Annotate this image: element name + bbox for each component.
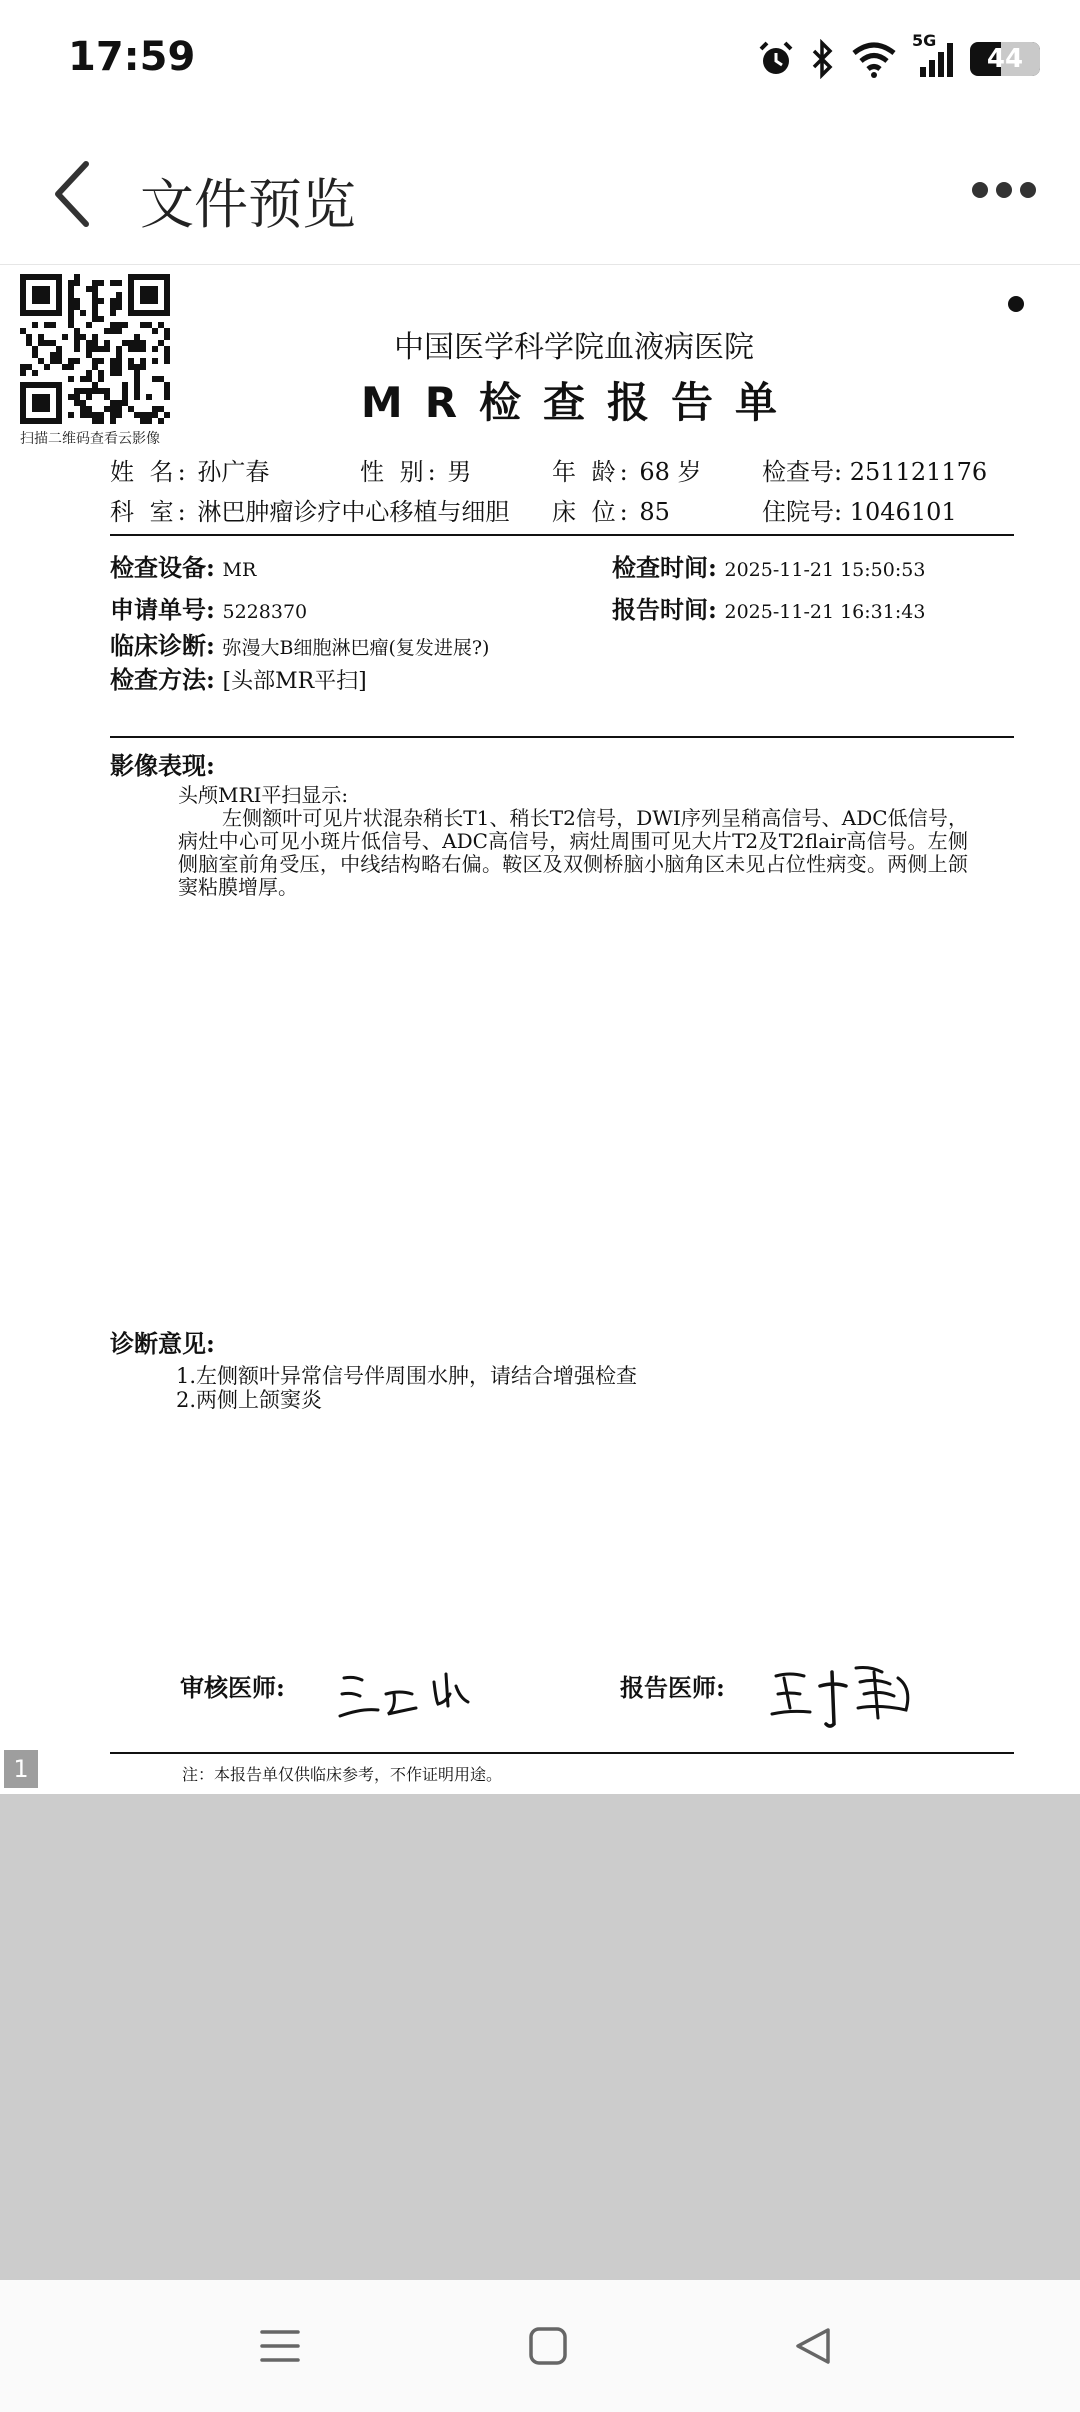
clinical-field bbox=[110, 626, 489, 661]
label: 住院号: bbox=[762, 498, 843, 526]
status-bar bbox=[0, 0, 1080, 120]
report-time-field bbox=[612, 590, 925, 625]
exam-time: 2025-11-21 15:50:53 bbox=[724, 559, 926, 581]
label: 检查设备: bbox=[110, 553, 215, 582]
report-time: 2025-11-21 16:31:43 bbox=[724, 601, 926, 623]
diagnosis-item: 1.左侧额叶异常信号伴周围水肿，请结合增强检查 bbox=[176, 1364, 638, 1388]
patient-name: 孙广春 bbox=[197, 458, 270, 486]
label: 检查号: bbox=[762, 458, 843, 486]
hospital-name: 中国医学科学院血液病医院 bbox=[394, 330, 754, 365]
label: 性 别: bbox=[360, 458, 440, 486]
exam-no: 251121176 bbox=[849, 458, 988, 486]
reporter-label: 报告医师: bbox=[620, 1673, 725, 1702]
back-icon[interactable] bbox=[40, 156, 110, 232]
bed-field bbox=[552, 492, 670, 527]
method-field bbox=[110, 660, 367, 695]
menu-icon[interactable] bbox=[250, 2316, 310, 2376]
label: 检查方法: bbox=[110, 665, 215, 694]
viewer-background bbox=[0, 1794, 1080, 2280]
reporter-signature bbox=[770, 1658, 920, 1732]
clinical-diagnosis: 弥漫大B细胞淋巴瘤(复发进展?) bbox=[222, 637, 490, 659]
request-no: 5228370 bbox=[222, 601, 308, 623]
bed: 85 bbox=[639, 498, 670, 526]
qr-caption: 扫描二维码查看云影像 bbox=[20, 431, 160, 447]
divider bbox=[110, 534, 1014, 536]
exam-time-field bbox=[612, 548, 925, 583]
status-time: 17:59 bbox=[68, 34, 196, 80]
system-nav-bar bbox=[0, 2280, 1080, 2412]
network-type: 5G bbox=[912, 31, 937, 50]
back-triangle-icon[interactable] bbox=[784, 2316, 844, 2376]
label: 检查时间: bbox=[612, 553, 717, 582]
home-icon[interactable] bbox=[518, 2316, 578, 2376]
method: [头部MR平扫] bbox=[222, 669, 367, 694]
title-bar bbox=[0, 120, 1080, 265]
page-title: 文件预览 bbox=[140, 173, 356, 236]
dept: 淋巴肿瘤诊疗中心移植与细胆 bbox=[197, 498, 510, 526]
diagnosis-label: 诊断意见: bbox=[110, 1329, 215, 1358]
wifi-icon bbox=[850, 39, 898, 79]
reviewer-signature bbox=[338, 1664, 474, 1724]
diagnosis-item: 2.两侧上颌窦炎 bbox=[176, 1388, 323, 1412]
findings-body: 左侧额叶可见片状混杂稍长T1、稍长T2信号，DWI序列呈稍高信号、ADC低信号，病灶中心可见小斑片低信号、ADC高信号，病灶周围可见大片T2及T2flair高信号。左侧侧脑室前角受压，中线结构略右偏。鞍区及双侧桥脑小脑角区未见占位性病变。两侧上颌窦粘膜增厚。 bbox=[178, 806, 968, 899]
patient-name-field bbox=[110, 452, 269, 487]
inpatient-no: 1046101 bbox=[849, 498, 957, 526]
label: 年 龄: bbox=[552, 458, 632, 486]
age-field bbox=[552, 452, 702, 487]
page-number-badge: 1 bbox=[4, 1750, 38, 1788]
request-field bbox=[110, 590, 307, 625]
gender-field bbox=[360, 452, 471, 487]
label: 报告时间: bbox=[612, 595, 717, 624]
more-icon[interactable] bbox=[964, 170, 1044, 210]
findings-text bbox=[178, 784, 968, 899]
gender: 男 bbox=[447, 458, 472, 486]
bluetooth-icon bbox=[810, 39, 836, 79]
signal-icon bbox=[912, 31, 956, 79]
battery-level: 44 bbox=[986, 44, 1024, 74]
device-field bbox=[110, 548, 256, 583]
label: 临床诊断: bbox=[110, 631, 215, 660]
diagnosis-list bbox=[176, 1364, 637, 1412]
document-preview[interactable] bbox=[0, 266, 1080, 1794]
findings-label: 影像表现: bbox=[110, 751, 215, 780]
report-title: MR检查报告单 bbox=[360, 378, 800, 427]
exam-no-field bbox=[762, 452, 987, 487]
divider bbox=[110, 1752, 1014, 1754]
battery-icon bbox=[970, 42, 1040, 76]
findings-intro: 头颅MRI平扫显示: bbox=[178, 783, 349, 807]
inpatient-field bbox=[762, 492, 957, 527]
footnote: 注：本报告单仅供临床参考，不作证明用途。 bbox=[182, 1765, 503, 1784]
label: 申请单号: bbox=[110, 595, 215, 624]
label: 床 位: bbox=[552, 498, 632, 526]
dept-field bbox=[110, 492, 516, 527]
label: 姓 名: bbox=[110, 458, 190, 486]
reviewer-label: 审核医师: bbox=[180, 1673, 285, 1702]
status-icons bbox=[756, 31, 1040, 82]
alarm-icon bbox=[756, 39, 796, 79]
divider bbox=[110, 736, 1014, 738]
label: 科 室: bbox=[110, 498, 190, 526]
device: MR bbox=[222, 559, 257, 581]
age: 68 岁 bbox=[639, 458, 702, 486]
corner-dot bbox=[1008, 296, 1024, 312]
